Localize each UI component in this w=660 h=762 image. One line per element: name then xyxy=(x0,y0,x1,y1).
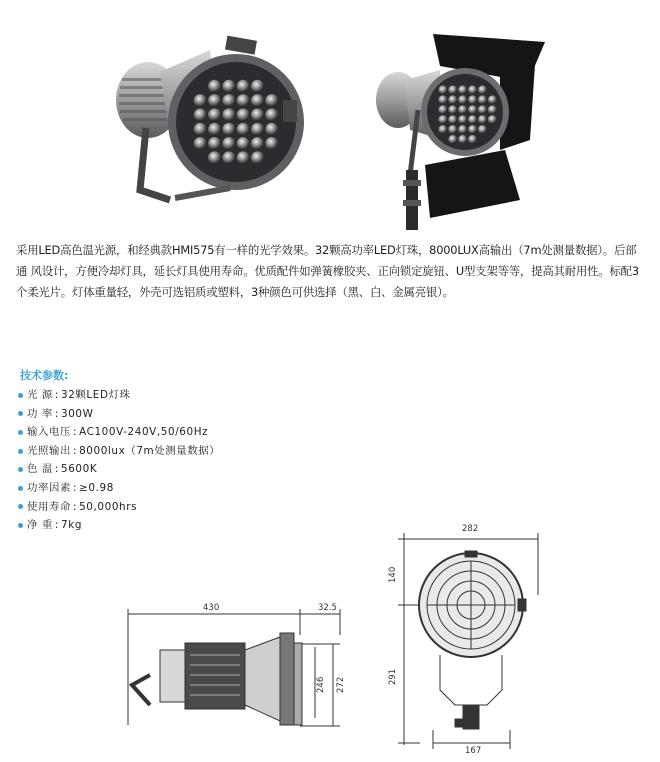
lamp-photo-barndoors xyxy=(376,34,545,230)
led-lens xyxy=(222,123,235,136)
dim-front-width: 282 xyxy=(462,524,479,534)
led-lens xyxy=(438,115,447,124)
led-lens xyxy=(251,151,264,164)
spec-item: 色 温 : 5600K xyxy=(18,460,220,479)
spec-label: 色 温 xyxy=(27,463,53,476)
dim-front-upper-height: 140 xyxy=(388,566,398,583)
spec-label: 功 率 xyxy=(27,407,53,420)
spec-value: 5600K xyxy=(61,463,98,476)
led-lens xyxy=(468,125,477,134)
led-lens xyxy=(438,85,447,94)
led-lens xyxy=(222,151,235,164)
spec-value: 7kg xyxy=(61,519,83,532)
spec-label: 净 重 xyxy=(27,519,53,532)
led-lens xyxy=(208,123,221,136)
led-lens xyxy=(251,108,264,121)
led-lens xyxy=(222,108,235,121)
led-lens xyxy=(438,105,447,114)
led-lens xyxy=(458,135,467,144)
spec-value: 300W xyxy=(61,407,94,420)
led-lens xyxy=(265,108,278,121)
spec-label: 功率因素 xyxy=(27,481,71,494)
led-lens xyxy=(448,105,457,114)
led-lens xyxy=(478,105,487,114)
led-lens xyxy=(448,95,457,104)
spec-label: 光 源 xyxy=(27,389,53,401)
led-lens xyxy=(208,80,221,93)
technical-drawings xyxy=(0,515,660,762)
led-lens xyxy=(478,95,487,104)
led-lens xyxy=(468,115,477,124)
led-lens xyxy=(458,105,467,114)
spec-item: 输入电压 : AC100V-240V,50/60Hz xyxy=(18,423,220,442)
lamp-photo-front xyxy=(116,36,304,200)
led-lens xyxy=(458,115,467,124)
led-lens xyxy=(468,85,477,94)
led-lens xyxy=(468,135,477,144)
led-lens xyxy=(458,125,467,134)
bullet-icon xyxy=(18,486,23,491)
spec-value: 32颗LED灯珠 xyxy=(61,389,131,401)
led-lens xyxy=(488,105,497,114)
bullet-icon xyxy=(18,467,23,472)
led-lens xyxy=(458,95,467,104)
led-lens xyxy=(208,151,221,164)
spec-item: 光 源 : 32颗LED灯珠 xyxy=(18,386,220,405)
dim-side-front-depth: 32.5 xyxy=(318,603,337,613)
led-lens xyxy=(478,115,487,124)
led-lens xyxy=(208,94,221,107)
led-lens xyxy=(194,123,207,136)
led-lens xyxy=(208,137,221,150)
led-lens xyxy=(265,137,278,150)
led-lens xyxy=(194,94,207,107)
bullet-icon xyxy=(18,430,23,435)
led-lens xyxy=(468,95,477,104)
led-lens xyxy=(438,125,447,134)
product-photos xyxy=(0,0,660,235)
dim-side-inner-height: 246 xyxy=(316,676,326,693)
led-lens xyxy=(237,94,250,107)
dim-side-length: 430 xyxy=(203,603,220,613)
led-lens xyxy=(438,95,447,104)
bullet-icon xyxy=(18,504,23,509)
specs-list xyxy=(18,386,220,535)
spec-value: 50,000hrs xyxy=(79,500,138,513)
led-lens xyxy=(222,80,235,93)
led-lens xyxy=(448,135,457,144)
spec-label: 使用寿命 xyxy=(27,500,71,513)
spec-value: AC100V-240V,50/60Hz xyxy=(79,426,209,439)
spec-item: 使用寿命 : 50,000hrs xyxy=(18,498,220,517)
bullet-icon xyxy=(18,449,23,454)
spec-value: ≥0.98 xyxy=(79,481,114,494)
spec-item: 光照输出 : 8000lux（7m处测量数据） xyxy=(18,442,220,461)
led-lens xyxy=(237,108,250,121)
led-lens xyxy=(448,115,457,124)
led-lens xyxy=(194,108,207,121)
led-lens xyxy=(488,115,497,124)
bullet-icon xyxy=(18,411,23,416)
spec-item: 净 重 : 7kg xyxy=(18,516,220,535)
dim-front-lower-height: 291 xyxy=(388,668,398,685)
side-view-drawing xyxy=(128,609,340,726)
spec-item: 功 率 : 300W xyxy=(18,405,220,424)
spec-label: 光照输出 xyxy=(27,444,71,457)
specs-title: 技术参数: xyxy=(20,369,69,382)
led-lens xyxy=(251,123,264,136)
led-lens xyxy=(478,85,487,94)
led-lens xyxy=(468,105,477,114)
led-lens xyxy=(265,94,278,107)
led-lens xyxy=(237,137,250,150)
led-lens xyxy=(478,125,487,134)
spec-value: 8000lux（7m处测量数据） xyxy=(79,444,221,457)
dim-front-base-width: 167 xyxy=(465,746,482,756)
led-lens xyxy=(488,95,497,104)
led-lens xyxy=(448,85,457,94)
spec-label: 输入电压 xyxy=(27,426,71,439)
led-lens xyxy=(208,108,221,121)
led-lens xyxy=(237,123,250,136)
dim-side-outer-height: 272 xyxy=(336,676,346,693)
led-lens xyxy=(222,94,235,107)
led-lens xyxy=(251,94,264,107)
front-view-drawing xyxy=(398,533,538,749)
led-lens xyxy=(265,123,278,136)
led-lens xyxy=(194,137,207,150)
product-description: 采用LED高色温光源，和经典款HMI575有一样的光学效果。32颗高功率LED灯珠，8000LUX高输出（7m处测量数据）。后部通 风设计，方便冷却灯具，延长灯具使用寿命。优质配件如弹簧橡胶夹、正向锁定旋钮、U型支架等等，提高其耐用性。标配3个柔光片。灯体重量轻，外壳可选铝质或塑料，3种颜色可供选择（黑、白、金属亮银）。 xyxy=(16,243,639,299)
led-lens xyxy=(222,137,235,150)
led-lens xyxy=(458,85,467,94)
led-lens xyxy=(448,125,457,134)
spec-item: 功率因素 : ≥0.98 xyxy=(18,479,220,498)
led-lens xyxy=(251,80,264,93)
led-lens xyxy=(237,151,250,164)
led-lens xyxy=(251,137,264,150)
bullet-icon xyxy=(18,393,23,398)
led-lens xyxy=(237,80,250,93)
